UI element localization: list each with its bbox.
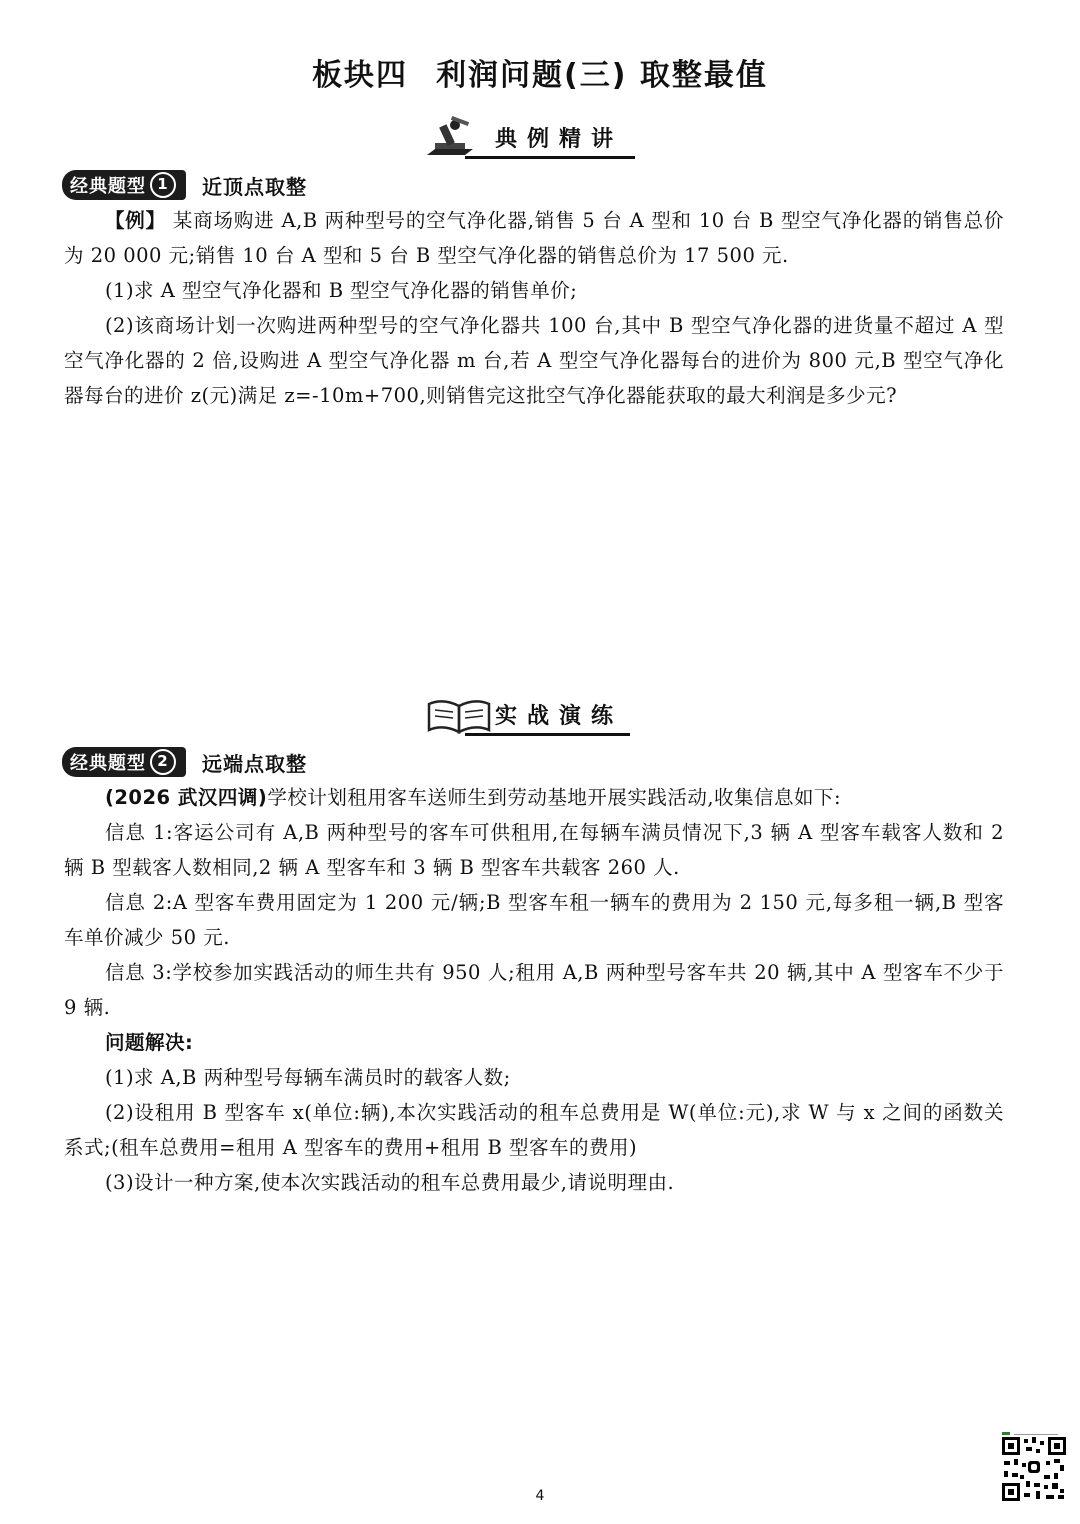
- question-type-1: [62, 170, 307, 200]
- type-name: 近顶点取整: [202, 174, 307, 199]
- section-header-label: 实战演练: [495, 704, 624, 729]
- title-part1: 板块四: [312, 58, 409, 93]
- type-number: 2: [150, 749, 176, 775]
- practice-intro: [64, 780, 1004, 815]
- microscope-icon: [425, 115, 495, 159]
- page-title: [0, 50, 1080, 94]
- type-badge: [62, 170, 186, 200]
- practice-source: (2026 武汉四调): [104, 786, 268, 809]
- section-header-examples: [425, 115, 635, 159]
- practice-question-1: (1)求 A,B 两种型号每辆车满员时的载客人数;: [104, 1066, 511, 1089]
- info-3: 信息 3:学校参加实践活动的师生共有 950 人;租用 A,B 两种型号客车共 20 辆,其中 A 型客车不少于 9 辆.: [64, 961, 1004, 1019]
- practice-question-3: (3)设计一种方案,使本次实践活动的租车总费用最少,请说明理由.: [104, 1171, 675, 1194]
- example-paragraph: [64, 203, 1004, 273]
- problem-label: 问题解决:: [104, 1031, 194, 1054]
- example-question-1: (1)求 A 型空气净化器和 B 型空气净化器的销售单价;: [104, 279, 578, 302]
- question-type-2: [62, 747, 307, 777]
- practice-intro-text: 学校计划租用客车送师生到劳动基地开展实践活动,收集信息如下:: [267, 786, 842, 809]
- type-badge-label: 经典题型: [70, 176, 146, 197]
- type-badge: [62, 747, 186, 777]
- type-name: 远端点取整: [202, 751, 307, 776]
- type-badge-label: 经典题型: [70, 753, 146, 774]
- info-2: 信息 2:A 型客车费用固定为 1 200 元/辆;B 型客车租一辆车的费用为 2 150 元,每多租一辆,B 型客车单价减少 50 元.: [64, 891, 1004, 949]
- type-number: 1: [150, 172, 176, 198]
- title-part2: 利润问题(三) 取整最值: [436, 58, 768, 93]
- qr-caption: [1002, 1425, 1068, 1433]
- section-header-practice: [425, 692, 630, 736]
- header-rule: [465, 733, 630, 736]
- page-number: 4: [535, 1488, 545, 1504]
- practice-question-2: (2)设租用 B 型客车 x(单位:辆),本次实践活动的租车总费用是 W(单位:元),求 W 与 x 之间的函数关系式;(租车总费用=租用 A 型客车的费用+租用 B 型客车的费用): [64, 1101, 1004, 1159]
- info-1: 信息 1:客运公司有 A,B 两种型号的客车可供租用,在每辆车满员情况下,3 辆 A 型客车载客人数和 2 辆 B 型载客人数相同,2 辆 A 型客车和 3 辆 B 型客车共载客 260 人.: [64, 821, 1004, 879]
- example-block: [64, 203, 1004, 413]
- example-question-2: (2)该商场计划一次购进两种型号的空气净化器共 100 台,其中 B 型空气净化器的进货量不超过 A 型空气净化器的 2 倍,设购进 A 型空气净化器 m 台,若 A 型空气净化器每台的进价为 800 元,B 型空气净化器每台的进价 z(元)满足 z=-10m+700,则销售完这批空气净化器能获取的最大利润是多少元?: [64, 314, 1004, 407]
- book-icon: [425, 692, 495, 736]
- example-text: 某商场购进 A,B 两种型号的空气净化器,销售 5 台 A 型和 10 台 B 型空气净化器的销售总价为 20 000 元;销售 10 台 A 型和 5 台 B 型空气净化器的销售总价为 17 500 元.: [64, 209, 1004, 267]
- practice-block: [64, 780, 1004, 1200]
- section-header-label: 典例精讲: [495, 127, 624, 152]
- example-tag: 【例】: [104, 209, 166, 232]
- header-rule: [465, 156, 635, 159]
